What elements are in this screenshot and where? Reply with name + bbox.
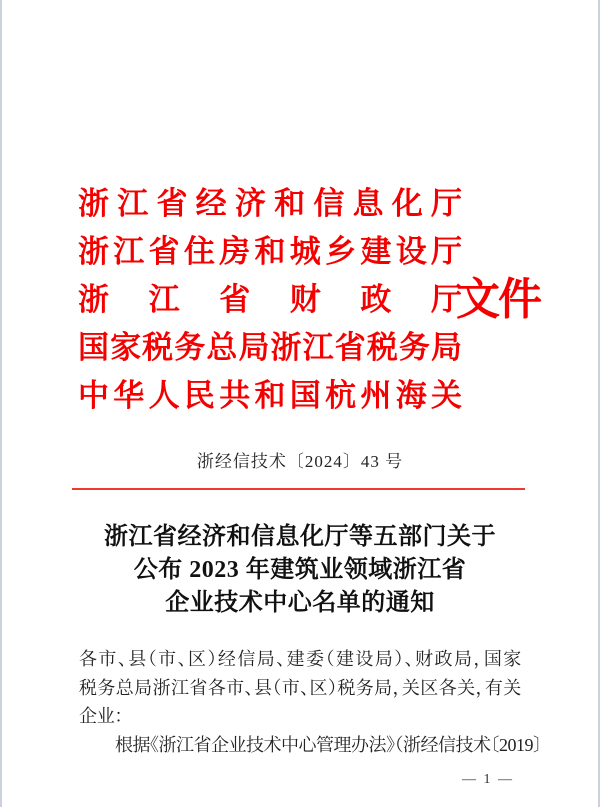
body-line: 各市、县（市、区）经信局、建委（建设局）、财政局，国家 bbox=[79, 649, 521, 669]
document-body bbox=[79, 645, 542, 759]
agency-list bbox=[78, 180, 462, 420]
agency-line: 中华人民共和国杭州海关 bbox=[78, 378, 462, 413]
document-title bbox=[2, 521, 598, 620]
title-line: 浙江省经济和信息化厅等五部门关于 bbox=[104, 524, 496, 550]
title-line: 企业技术中心名单的通知 bbox=[165, 590, 435, 616]
body-line: 根据《浙江省企业技术中心管理办法》（浙经信技术〔2019〕 bbox=[115, 734, 542, 755]
red-letterhead bbox=[78, 180, 548, 420]
agency-line: 浙江省经济和信息化厅 bbox=[78, 186, 462, 221]
agency-line: 国家税务总局浙江省税务局 bbox=[78, 330, 462, 365]
body-line: 企业： bbox=[79, 706, 124, 726]
document-mark-label: 文件 bbox=[456, 275, 540, 324]
document-number: 浙经信技术〔2024〕43 号 bbox=[196, 452, 404, 471]
page-number: — 1 — bbox=[462, 772, 514, 787]
title-line: 公布 2023 年建筑业领域浙江省 bbox=[133, 557, 467, 583]
agency-line: 浙江省住房和城乡建设厅 bbox=[78, 234, 462, 269]
red-divider-line bbox=[72, 488, 525, 490]
agency-line: 浙江省财政厅 bbox=[78, 282, 462, 317]
body-line: 税务总局浙江省各市、县（市、区）税务局，关区各关，有关 bbox=[79, 677, 521, 698]
